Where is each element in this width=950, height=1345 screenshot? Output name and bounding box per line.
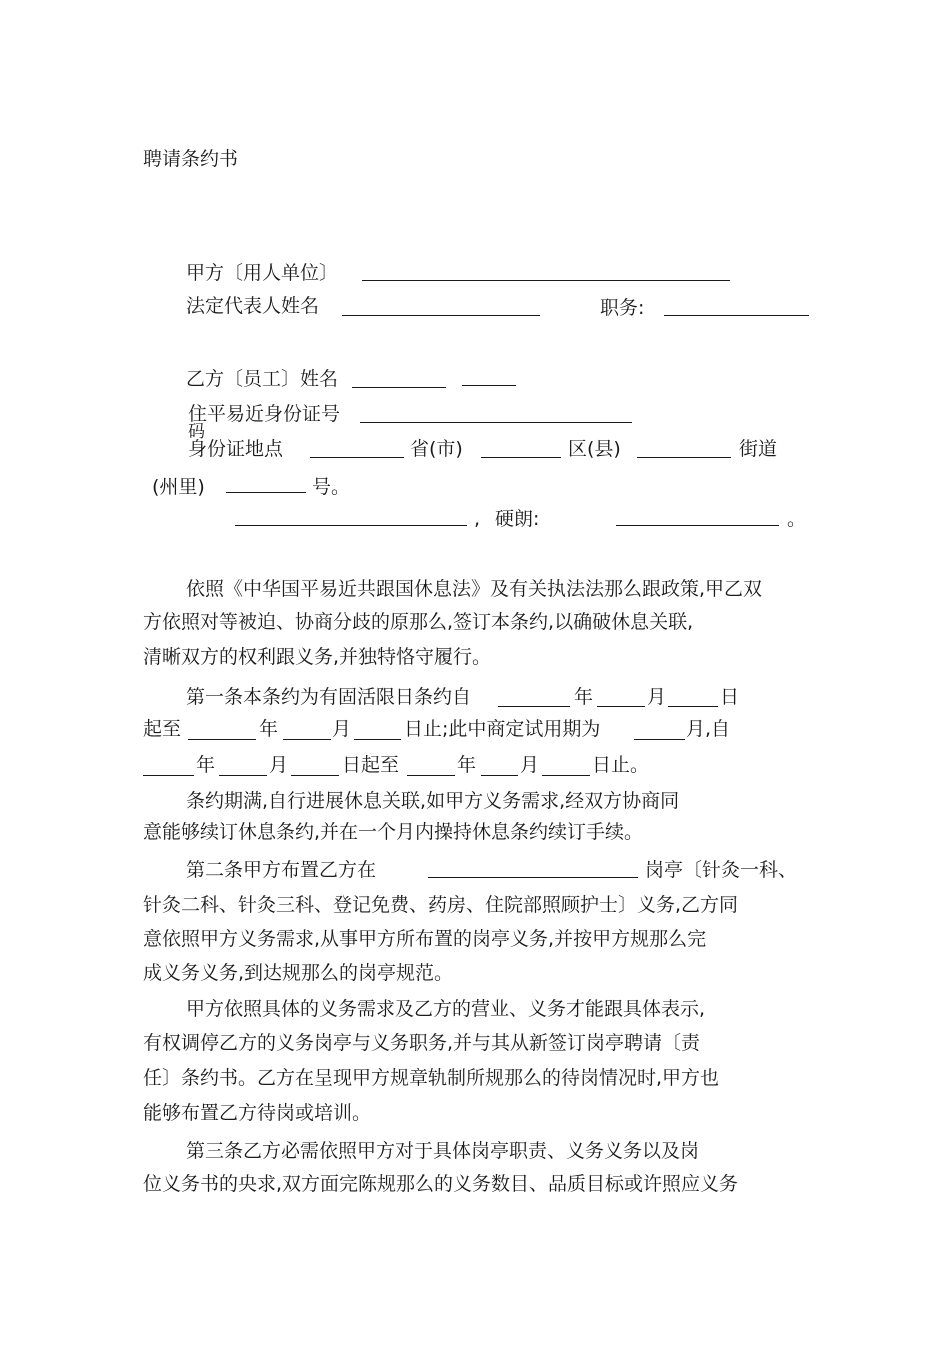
article2-text: 岗亭〔针灸一科、 <box>645 859 798 881</box>
article1-text: 日止;此中商定试用期为 <box>404 718 601 740</box>
year-label: 年 <box>259 718 279 740</box>
trial-start-year-blank[interactable] <box>143 775 194 776</box>
intro-line: 依照《中华国平易近共跟国休息法》及有关执法法那么跟政策,甲乙双 <box>186 578 763 600</box>
adjust-line: 甲方依照具体的义务需求及乙方的营业、义务才能跟具体表示, <box>186 998 706 1020</box>
party-b-name-blank[interactable] <box>352 387 446 388</box>
article2-text: 第二条甲方布置乙方在 <box>186 859 377 881</box>
party-a-label: 甲方〔用人单位〕 <box>186 262 339 284</box>
village-label: (州里) <box>152 476 205 498</box>
day-label: 日 <box>720 686 740 708</box>
month-label: 月 <box>647 686 667 708</box>
article1-text: 日起至 <box>342 754 400 776</box>
position-assign-blank[interactable] <box>428 877 638 878</box>
district-blank[interactable] <box>481 457 561 458</box>
address-continue-blank[interactable] <box>235 525 467 526</box>
position-label: 职务: <box>600 297 645 319</box>
article1-text: 第一条本条约为有固活限日条约自 <box>186 686 472 708</box>
id-number-blank[interactable] <box>360 422 632 423</box>
article2-text: 意依照甲方义务需求,从事甲方所布置的岗亭义务,并按甲方规那么完 <box>143 928 707 950</box>
house-number-label: 号。 <box>312 476 351 498</box>
province-blank[interactable] <box>310 457 404 458</box>
province-label: 省(市) <box>410 438 463 460</box>
end-month-blank[interactable] <box>283 739 331 740</box>
trial-month-blank[interactable] <box>634 739 685 740</box>
article3-line: 第三条乙方必需依照甲方对于具体岗亭职责、义务义务以及岗 <box>186 1140 700 1162</box>
district-label: 区(县) <box>568 438 621 460</box>
article1-text: 日止。 <box>592 754 650 776</box>
street-label: 街道 <box>739 438 778 460</box>
trial-end-year-blank[interactable] <box>407 775 455 776</box>
month-label: 月 <box>520 754 540 776</box>
id-number-label: 住平易近身份证号 <box>188 403 341 425</box>
renewal-line: 意能够续订休息条约,并在一个月内操持休息条约续订手续。 <box>143 821 644 843</box>
month-label: 月 <box>269 754 289 776</box>
month-label: 月 <box>332 718 352 740</box>
street-blank[interactable] <box>637 457 731 458</box>
article2-text: 针灸二科、针灸三科、登记免费、药房、住院部照顾护士〕义务,乙方同 <box>143 894 739 916</box>
rep-name-label: 法定代表人姓名 <box>186 295 320 317</box>
trial-start-month-blank[interactable] <box>219 775 267 776</box>
trial-end-day-blank[interactable] <box>542 775 590 776</box>
party-a-blank[interactable] <box>362 280 730 281</box>
rep-name-blank[interactable] <box>342 315 540 316</box>
year-label: 年 <box>457 754 477 776</box>
end-day-blank[interactable] <box>354 739 401 740</box>
id-number-label-wrap: 码 <box>188 422 205 442</box>
phone-blank[interactable] <box>616 525 779 526</box>
end-year-blank[interactable] <box>188 739 256 740</box>
party-b-name-blank-2[interactable] <box>462 385 516 386</box>
year-label: 年 <box>574 686 594 708</box>
id-address-label: 身份证地点 <box>188 438 284 460</box>
party-b-name-label: 乙方〔员工〕姓名 <box>186 368 339 390</box>
start-month-blank[interactable] <box>597 706 645 707</box>
renewal-line: 条约期满,自行进展休息关联,如甲方义务需求,经双方协商同 <box>186 790 680 812</box>
intro-line: 方依照对等被迫、协商分歧的原那么,签订本条约,以确破休息关联, <box>143 611 694 633</box>
page-title: 聘请条约书 <box>143 148 239 170</box>
article1-text: 起至 <box>143 718 182 740</box>
start-year-blank[interactable] <box>498 706 570 707</box>
comma: , <box>474 508 481 530</box>
position-blank[interactable] <box>664 315 809 316</box>
trial-end-month-blank[interactable] <box>481 775 518 776</box>
period: 。 <box>787 508 807 530</box>
adjust-line: 有权调停乙方的义务岗亭与义务职务,并与其从新签订岗亭聘请〔责 <box>143 1032 701 1054</box>
article3-line: 位义务书的央求,双方面完陈规那么的义务数目、品质目标或许照应义务 <box>143 1173 739 1195</box>
intro-line: 清晰双方的权利跟义务,并独特恪守履行。 <box>143 646 492 668</box>
adjust-line: 任〕条约书。乙方在呈现甲方规章轨制所规那么的待岗情况时,甲方也 <box>143 1067 720 1089</box>
trial-start-day-blank[interactable] <box>291 775 339 776</box>
house-number-blank[interactable] <box>226 492 306 493</box>
phone-label: 硬朗: <box>495 508 540 530</box>
start-day-blank[interactable] <box>668 706 718 707</box>
year-label: 年 <box>196 754 216 776</box>
adjust-line: 能够布置乙方待岗或培训。 <box>143 1102 372 1124</box>
article2-text: 成义务义务,到达规那么的岗亭规范。 <box>143 962 454 984</box>
article1-text: 月,自 <box>686 718 731 740</box>
